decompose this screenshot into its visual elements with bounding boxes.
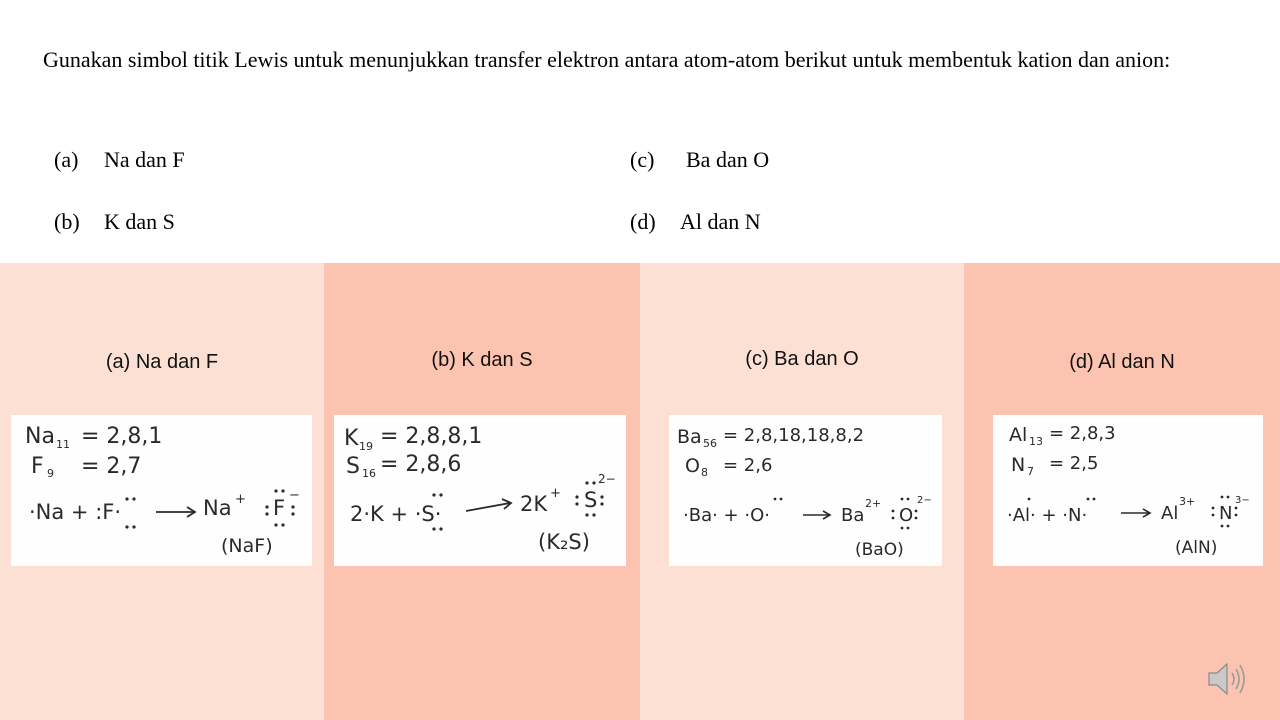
- c-anion-charge: 2−: [917, 495, 932, 506]
- c-eq-right-charge: 2+: [865, 497, 882, 510]
- option-a: [43, 118, 185, 174]
- d-compound: (AlN): [1175, 538, 1218, 558]
- panel-a-card: [11, 415, 312, 566]
- option-b: [43, 180, 175, 236]
- option-b-text: K dan S: [104, 209, 175, 234]
- panel-a-handwriting: [11, 415, 312, 566]
- b-anion-charge: 2−: [598, 472, 616, 486]
- a-compound: (NaF): [221, 535, 273, 557]
- d-config1-el: Al: [1009, 424, 1028, 446]
- b-compound: (K₂S): [538, 530, 590, 554]
- d-config1-sub: 13: [1029, 435, 1043, 448]
- question-text: Gunakan simbol titik Lewis untuk menunjukkan transfer elektron antara atom-atom berikut untuk membentuk kation dan anion:: [43, 47, 1171, 72]
- option-a-text: Na dan F: [104, 147, 185, 172]
- c-config2-sub: 8: [701, 466, 708, 479]
- panel-d-card: [993, 415, 1263, 566]
- b-anion-dots: [432, 481, 603, 530]
- panel-b-handwriting: [334, 415, 626, 566]
- a-eq-left: ·Na + :F·: [29, 500, 122, 524]
- panel-b: [324, 263, 640, 720]
- panel-c-handwriting: [669, 415, 942, 566]
- b-eq-right-charge: +: [550, 486, 561, 501]
- b-config2-el: S: [346, 454, 360, 479]
- b-config2-sub: 16: [362, 467, 376, 480]
- panel-d-handwriting: [993, 415, 1263, 566]
- b-config1-sub: 19: [359, 440, 373, 453]
- panel-a: [0, 263, 324, 720]
- option-b-label: (b): [54, 209, 80, 234]
- panel-b-title: (b) K dan S: [431, 349, 533, 371]
- option-c-label: (c): [630, 147, 655, 172]
- d-eq-left: ·Al· + ·N·: [1007, 505, 1088, 526]
- d-anion: N: [1219, 503, 1233, 524]
- c-config2-val: = 2,6: [723, 455, 773, 476]
- b-eq-left: 2·K + ·S·: [350, 502, 442, 526]
- a-config2-el: F: [31, 454, 44, 479]
- a-anion-charge: −: [289, 488, 300, 503]
- c-config2-el: O: [685, 455, 700, 477]
- b-config2-val: = 2,8,6: [380, 452, 462, 477]
- a-anion: F: [273, 496, 286, 520]
- c-config1-sub: 56: [703, 437, 717, 450]
- c-anion: O: [899, 505, 914, 526]
- panel-c-title: (c) Ba dan O: [745, 348, 859, 370]
- panel-c-card: [669, 415, 942, 566]
- option-d-text: Al dan N: [680, 209, 761, 234]
- d-eq-right-charge: 3+: [1179, 495, 1196, 508]
- panel-b-card: [334, 415, 626, 566]
- a-config2-val: = 2,7: [81, 454, 142, 479]
- d-config1-val: = 2,8,3: [1049, 423, 1116, 444]
- b-anion: S: [584, 488, 598, 512]
- panel-d-title: (d) Al dan N: [1069, 351, 1175, 373]
- c-compound: (BaO): [855, 540, 904, 560]
- option-c-text: Ba dan O: [686, 147, 770, 172]
- a-config1-val: = 2,8,1: [81, 424, 163, 449]
- a-config1-el: Na: [25, 424, 55, 449]
- speaker-icon[interactable]: [1205, 658, 1249, 700]
- a-eq-right-charge: +: [235, 492, 246, 507]
- d-config2-el: N: [1011, 454, 1026, 476]
- d-eq-right-ion: Al: [1161, 503, 1179, 524]
- c-config1-el: Ba: [677, 426, 702, 448]
- c-eq-left: ·Ba· + ·O·: [683, 505, 770, 526]
- answer-panels: [0, 263, 1280, 720]
- b-config1-el: K: [344, 426, 359, 451]
- a-config1-sub: 11: [56, 438, 70, 451]
- option-d-label: (d): [630, 209, 656, 234]
- option-a-label: (a): [54, 147, 79, 172]
- option-d: [619, 180, 761, 236]
- c-eq-right-ion: Ba: [841, 505, 865, 526]
- b-config1-val: = 2,8,8,1: [380, 424, 483, 449]
- panel-a-title: (a) Na dan F: [105, 351, 219, 373]
- panel-c: [640, 263, 964, 720]
- option-c: [619, 118, 769, 174]
- d-config2-val: = 2,5: [1049, 453, 1099, 474]
- d-anion-charge: 3−: [1235, 495, 1250, 506]
- b-arrow-line: [466, 503, 510, 511]
- panel-d: [964, 263, 1280, 720]
- d-config2-sub: 7: [1027, 465, 1034, 478]
- a-config2-sub: 9: [47, 467, 54, 480]
- c-config1-val: = 2,8,18,18,8,2: [723, 425, 865, 446]
- b-eq-right-ion: 2K: [520, 492, 548, 516]
- a-eq-right-ion: Na: [203, 496, 232, 520]
